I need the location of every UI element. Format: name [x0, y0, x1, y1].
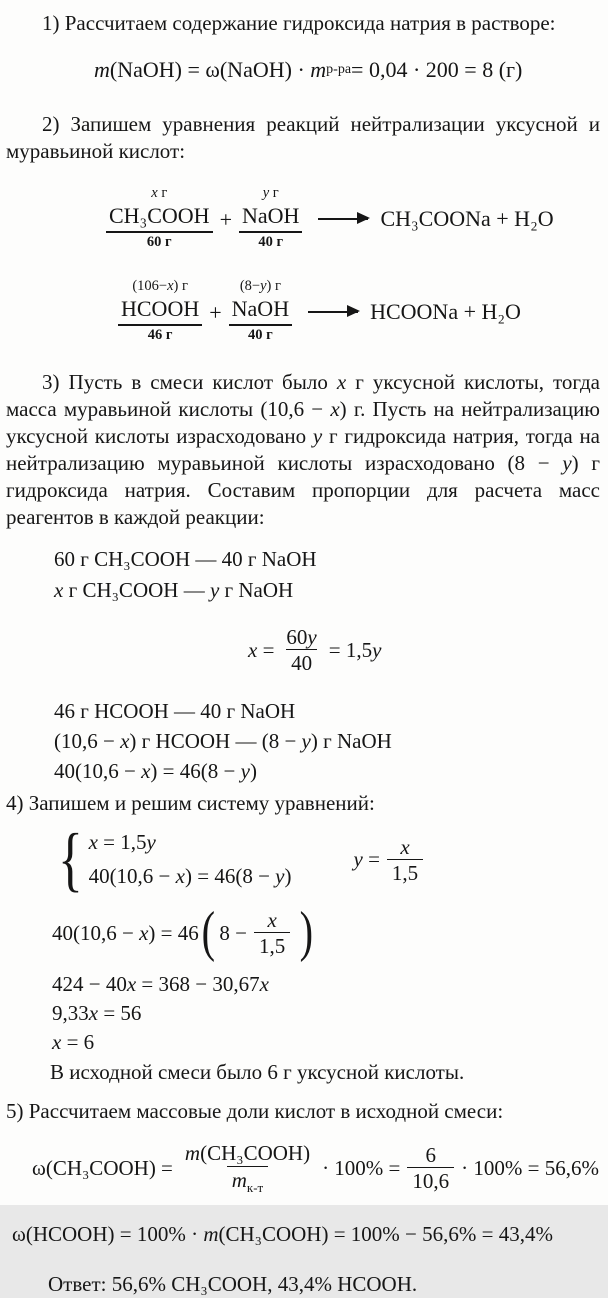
- base-mass-label: y г: [262, 185, 279, 201]
- fraction-numerator: 6: [425, 1143, 437, 1168]
- expanded-equation: [52, 901, 600, 964]
- open-paren: (: [201, 901, 215, 964]
- step4-conclusion: В исходной смеси было 6 г уксусной кислоты.: [50, 1060, 465, 1085]
- acid-mass-label: (106−x) г: [132, 278, 188, 294]
- plus-sign: +: [219, 206, 232, 232]
- plus-sign: +: [209, 299, 222, 325]
- naoh-mass-formula: [94, 57, 600, 83]
- formula-rhs: = 0,04 · 200 = 8 (г): [351, 57, 523, 82]
- proportion2-line3: 40(10,6 − x) = 46(8 − y): [54, 759, 257, 784]
- reaction-1: [104, 185, 600, 252]
- fraction: [254, 908, 290, 958]
- expanded-prefix: 40(10,6 − x) = 46: [52, 920, 199, 945]
- calc-line-1: 424 − 40x = 368 − 30,67x: [52, 972, 269, 997]
- acid-mass-label: x г: [151, 185, 168, 201]
- fraction-denominator: 1,5: [254, 932, 290, 958]
- fraction-numerator: m(CH₃COOH): [184, 1141, 311, 1166]
- calc-line-2: 9,33x = 56: [52, 1001, 142, 1026]
- acid-formula: CH₃COOH: [106, 202, 213, 233]
- acid-formula: HCOOH: [118, 295, 202, 326]
- fraction: [180, 1141, 315, 1195]
- omega-ch3cooh-formula: [32, 1141, 600, 1195]
- fraction-denominator: 40: [286, 649, 317, 675]
- reactant-base-stack: [239, 185, 302, 252]
- reactant-acid-stack: [118, 278, 202, 345]
- reaction-products: HCOONa + H₂O: [370, 298, 521, 324]
- system-brace: {: [58, 819, 83, 900]
- fraction: [407, 1143, 454, 1193]
- equation-system-row: [58, 819, 600, 900]
- proportion2-line2: (10,6 − x) г HCOOH — (8 − y) г NaOH: [54, 729, 392, 754]
- base-formula: NaOH: [229, 295, 292, 326]
- base-formula: NaOH: [239, 202, 302, 233]
- fraction-numerator: x: [267, 908, 277, 933]
- formula-lhs: m(NaOH) = ω(NaOH) · m: [94, 57, 327, 82]
- fraction-denominator: 10,6: [407, 1167, 454, 1193]
- step2-heading: 2) Запишем уравнения реакций нейтрализации уксусной и муравьиной кислот:: [6, 112, 600, 163]
- step3-paragraph: 3) Пусть в смеси кислот было x г уксусной кислоты, тогда масса муравьиной кислоты (10,6 − x) г. Пусть на нейтрализацию уксусной кислоты израсходовано y г гидроксида натрия, тогда на нейтрализацию муравьиной кислоты израсходовано (8 − y) г гидроксида натрия. Составим пропорции для расчета масс реагентов в каждой реакции:: [6, 370, 601, 529]
- formula-subscript: р-ра: [326, 62, 352, 77]
- step1-heading: 1) Рассчитаем содержание гидроксида натрия в растворе:: [42, 11, 556, 35]
- fraction-denominator: 1,5: [387, 859, 423, 885]
- proportion1-line2: x г CH₃COOH — y г NaOH: [54, 578, 294, 602]
- reaction-products: CH₃COONa + H₂O: [380, 205, 554, 231]
- denominator-base: m: [231, 1167, 247, 1192]
- reaction-arrow-icon: [308, 311, 358, 313]
- system-line-2: 40(10,6 − x) = 46(8 − y): [88, 864, 292, 889]
- fraction-denominator: [227, 1166, 269, 1196]
- formula-tail: · 100% = 56,6%: [461, 1155, 599, 1180]
- base-molar-mass: 40 г: [248, 327, 273, 343]
- reaction-arrow-icon: [318, 218, 368, 220]
- answer-line: Ответ: 56,6% CH₃COOH, 43,4% HCOOH.: [48, 1271, 418, 1296]
- eq-x-fraction: [248, 625, 600, 675]
- denominator-subscript: к-т: [246, 1179, 264, 1195]
- aside-equation: [354, 835, 431, 885]
- step4-heading: 4) Запишем и решим систему уравнений:: [6, 791, 375, 816]
- omega-hcooh-formula: ω(HCOOH) = 100% · m(CH₃COOH) = 100% − 56,6% = 43,4%: [12, 1221, 553, 1246]
- reactant-acid-stack: [106, 185, 213, 252]
- expanded-inner: 8 −: [219, 920, 248, 945]
- eq-lhs: x =: [248, 637, 275, 662]
- base-mass-label: (8−y) г: [239, 278, 281, 294]
- aside-lhs: y =: [353, 847, 380, 872]
- equation-system: [58, 819, 292, 900]
- fraction: [387, 835, 423, 885]
- formula-lhs: ω(CH₃COOH) =: [32, 1155, 173, 1180]
- base-molar-mass: 40 г: [258, 234, 284, 250]
- close-paren: ): [299, 901, 314, 964]
- fraction-numerator: 60y: [286, 625, 317, 649]
- calc-line-3: x = 6: [52, 1030, 95, 1055]
- system-lines: [89, 830, 292, 889]
- eq-rhs: = 1,5y: [328, 637, 382, 662]
- reaction-2: [116, 278, 600, 345]
- proportion2-line1: 46 г HCOOH — 40 г NaOH: [54, 699, 296, 724]
- step5-heading: 5) Рассчитаем массовые доли кислот в исходной смеси:: [6, 1099, 504, 1124]
- acid-molar-mass: 60 г: [146, 234, 172, 250]
- fraction-numerator: x: [400, 834, 410, 859]
- system-line-1: x = 1,5y: [88, 830, 156, 855]
- acid-molar-mass: 46 г: [147, 327, 173, 343]
- fraction: [281, 625, 321, 675]
- reactant-base-stack: [229, 278, 292, 345]
- formula-mid: · 100% =: [322, 1155, 401, 1180]
- proportion1-line1: 60 г CH₃COOH — 40 г NaOH: [54, 547, 317, 571]
